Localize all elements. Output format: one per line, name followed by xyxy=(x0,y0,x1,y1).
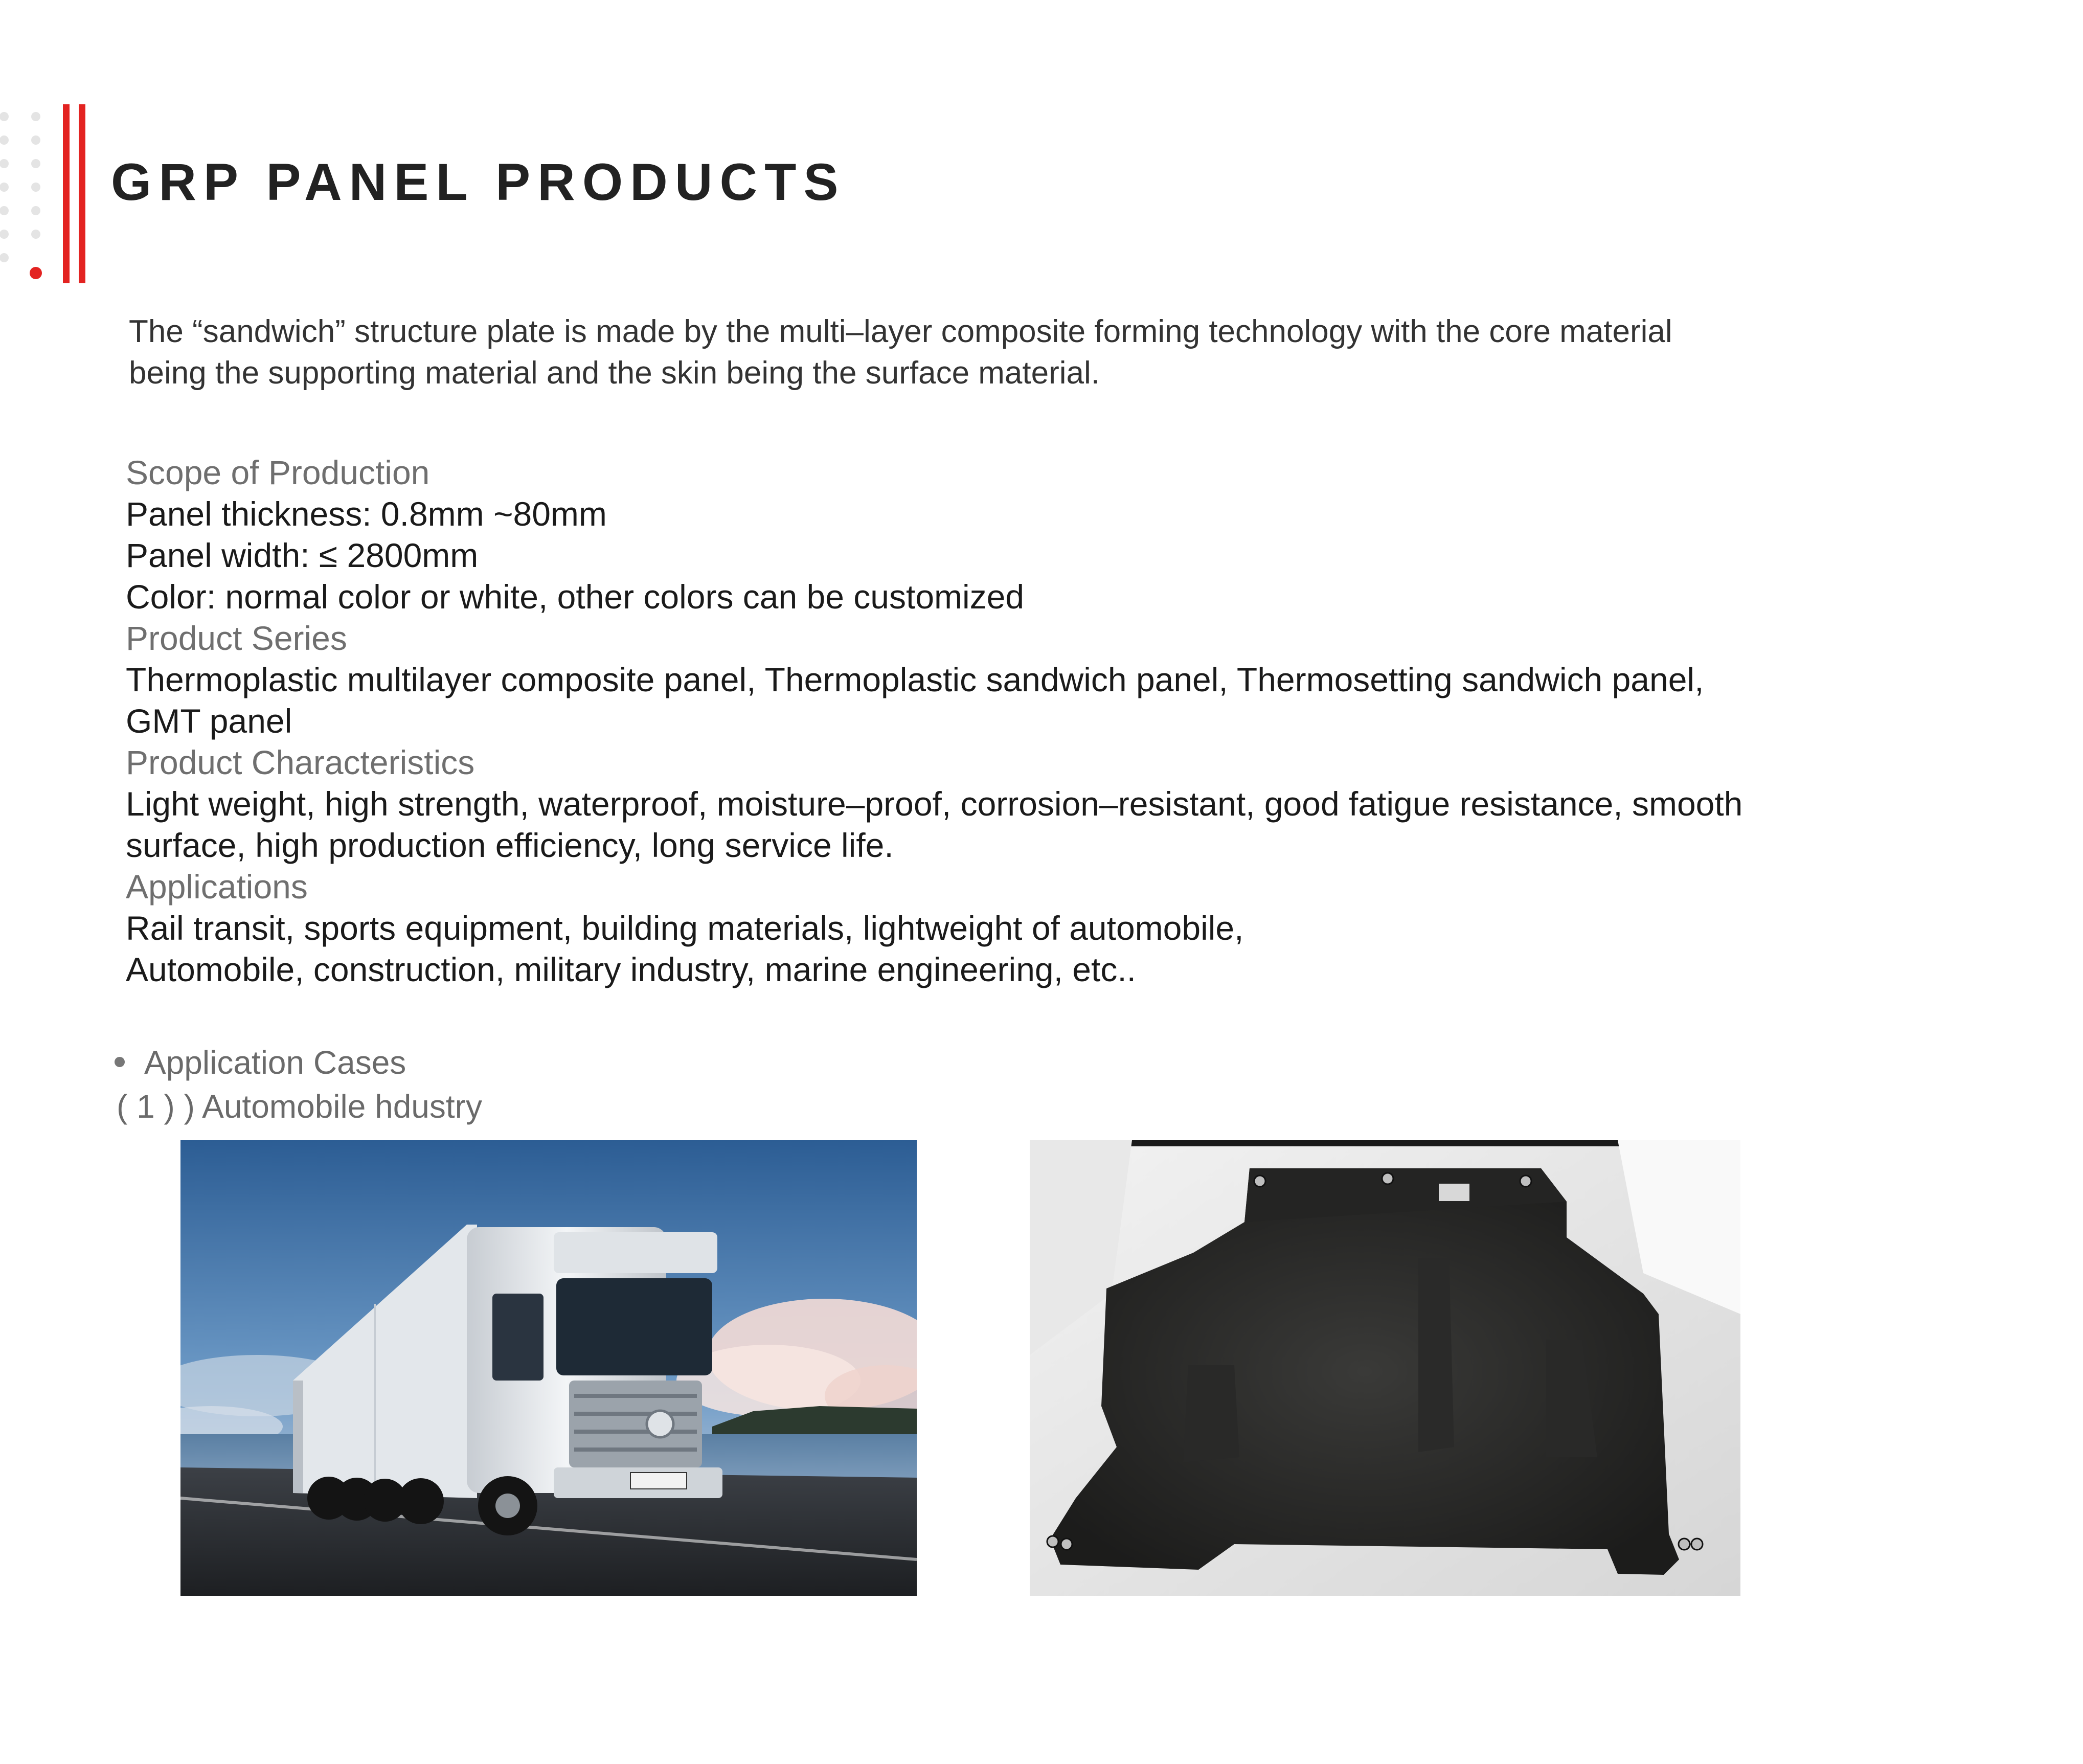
decorative-dot-grid xyxy=(0,109,46,283)
cases-sub-heading: ( 1 ) ) Automobile hdustry xyxy=(117,1088,482,1125)
cases-heading-row xyxy=(107,1041,482,1084)
scope-heading: Scope of Production xyxy=(126,454,430,491)
color-text: Color: normal color or white, other colors can be customized xyxy=(126,578,1025,616)
series-line-2: GMT panel xyxy=(126,702,292,740)
applications-line-1: Rail transit, sports equipment, building materials, lightweight of automobile, xyxy=(126,909,1244,947)
characteristics-line-1: Light weight, high strength, waterproof, moisture–proof, corrosion–resistant, good fatigue resistance, smooth xyxy=(126,785,1743,823)
characteristics-line-2: surface, high production efficiency, long service life. xyxy=(126,826,894,864)
application-cases xyxy=(107,1041,482,1128)
characteristics-heading: Product Characteristics xyxy=(126,743,475,781)
underbody-panel-photo xyxy=(1030,1140,1740,1596)
applications-line-2: Automobile, construction, military industry, marine engineering, etc.. xyxy=(126,951,1137,988)
intro-paragraph xyxy=(129,311,1908,394)
page-title: GRP PANEL PRODUCTS xyxy=(111,153,846,211)
series-line-1: Thermoplastic multilayer composite panel, Thermoplastic sandwich panel, Thermosetting sandwich panel, xyxy=(126,661,1704,698)
intro-line-1: The “sandwich” structure plate is made by the multi–layer composite forming technology with the core material xyxy=(129,314,1672,349)
cases-heading: Application Cases xyxy=(144,1044,406,1081)
panel-thickness-text: Panel thickness: 0.8mm ~80mm xyxy=(126,495,607,533)
panel-width-text: Panel width: ≤ 2800mm xyxy=(126,536,479,574)
truck-photo xyxy=(180,1140,917,1596)
bullet-icon xyxy=(115,1057,125,1067)
applications-heading: Applications xyxy=(126,868,308,906)
product-specs xyxy=(126,452,1926,990)
series-heading: Product Series xyxy=(126,619,347,657)
accent-bar-right xyxy=(79,104,85,283)
intro-line-2: being the supporting material and the skin being the surface material. xyxy=(129,355,1100,391)
accent-bar-left xyxy=(63,104,70,283)
